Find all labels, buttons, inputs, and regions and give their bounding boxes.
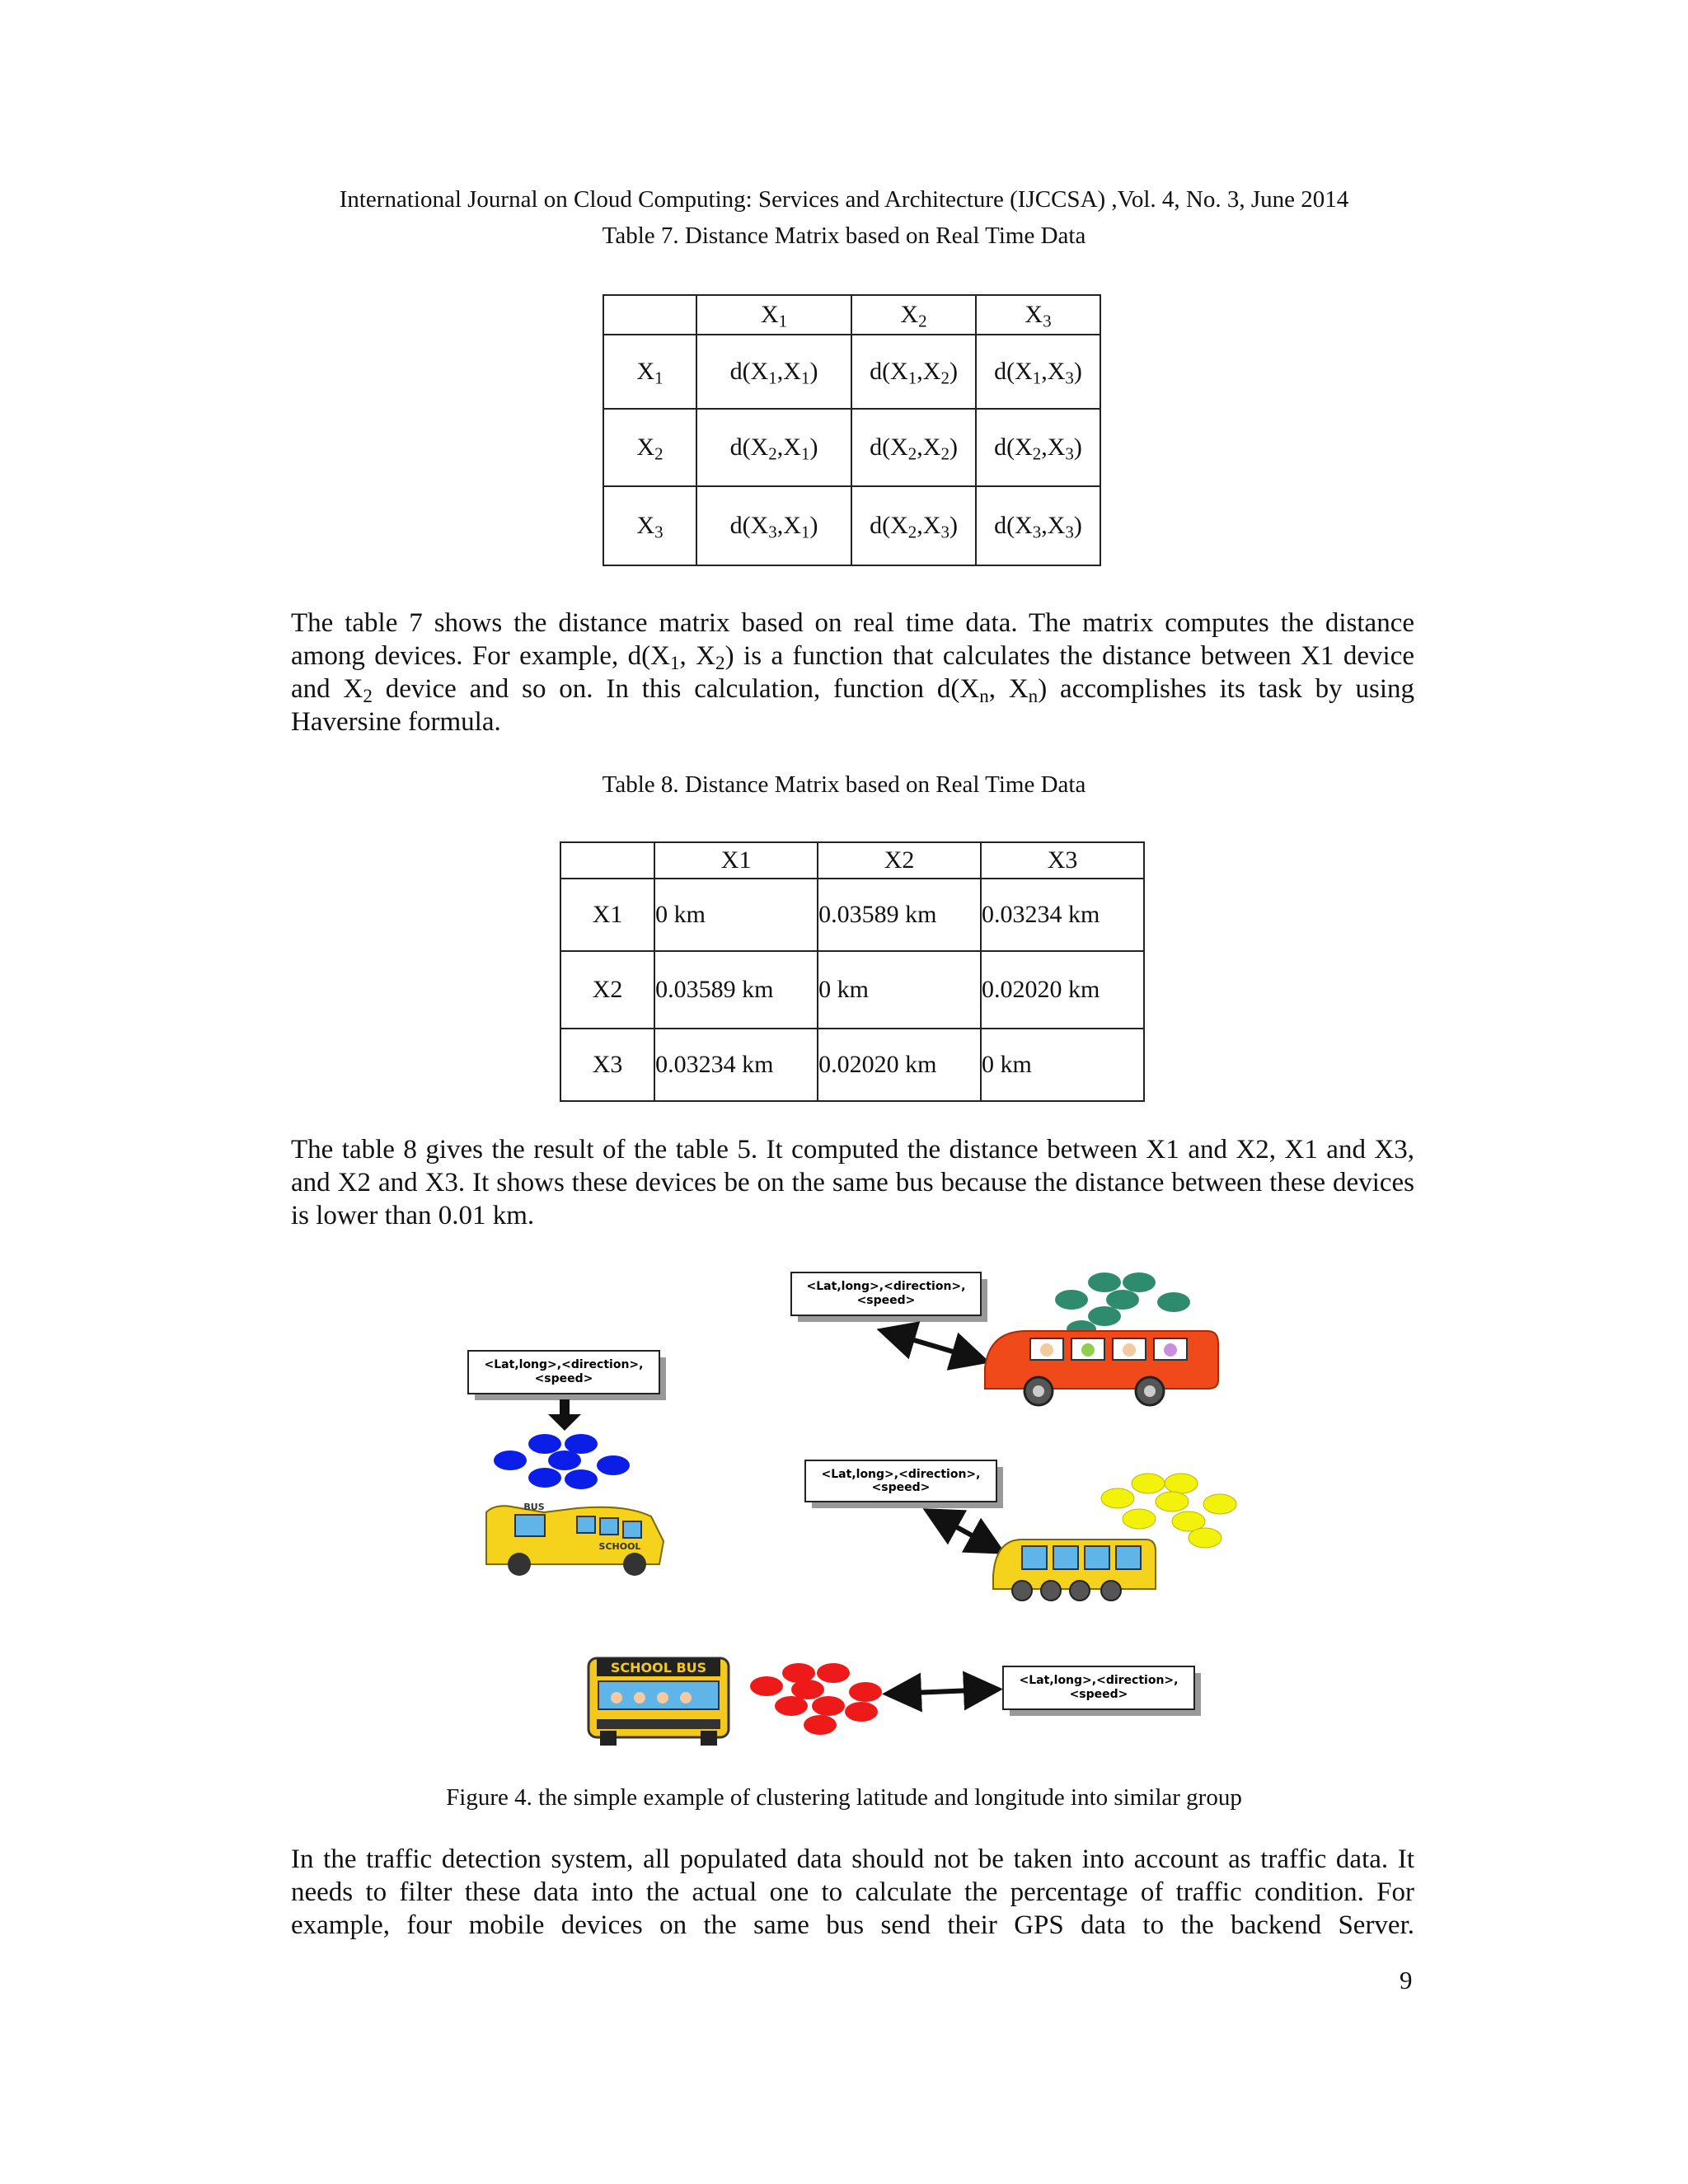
device-dot [1088, 1272, 1121, 1292]
bus-side-text: SCHOOL [598, 1541, 641, 1552]
double-arrow [886, 1332, 981, 1360]
yellow-bus-image [486, 1502, 663, 1576]
device-dot [1156, 1492, 1189, 1511]
table8-row-header: X2 [560, 951, 654, 1029]
table7-cell: $d(X_1,X_1)$ [696, 335, 851, 409]
double-arrow [892, 1690, 993, 1694]
table7-cell: $d(X_1,X_2)$ [851, 335, 976, 409]
yellow-device-cluster [1101, 1474, 1236, 1548]
device-dot [528, 1468, 561, 1488]
table7-row-header: $X_1$ [603, 335, 696, 409]
gps-label-box [791, 1272, 987, 1322]
yellow-bus-image [993, 1540, 1156, 1601]
device-dot [1106, 1290, 1139, 1310]
table8-cell: 0.02020 km [818, 1029, 981, 1101]
red-device-cluster [750, 1663, 882, 1735]
gps-label-line2: <speed> [1069, 1688, 1128, 1701]
device-dot [804, 1715, 837, 1735]
paragraph-1: The table 7 shows the distance matrix based on real time data. The matrix computes the distance among devices. For example, $d(X_1$, $X_2$) is a function that calculates the distance between X1 device and $X_2$ device and so on. In this calculation, function $d(X_n$, $X_n$) accomplishes its task by using Haversine formula. [291, 608, 1414, 737]
device-dot [1055, 1290, 1088, 1310]
gps-label-box [468, 1351, 666, 1400]
gps-label-box [1003, 1666, 1201, 1716]
table8 [560, 841, 1145, 1102]
device-dot [528, 1434, 561, 1454]
figure4-caption: Figure 4. the simple example of clustering latitude and longitude into similar group [446, 1784, 1242, 1811]
table8-cell: 0.02020 km [981, 951, 1144, 1029]
table7-col-header: $X_3$ [976, 295, 1100, 335]
table7-row-header: $X_2$ [603, 409, 696, 486]
table7-row-header: $X_3$ [603, 486, 696, 565]
paragraph-2: The table 8 gives the result of the table 5. It computed the distance between X1 and X2, X1 and X3, and X2 and X3. It shows these devices be on the same bus because the distance between these devices is lower than 0.01 km. [291, 1135, 1414, 1230]
table8-caption: Table 8. Distance Matrix based on Real Time Data [602, 771, 1086, 798]
double-arrow [931, 1513, 997, 1549]
device-dot [597, 1455, 630, 1475]
device-dot [750, 1676, 783, 1696]
device-dot [494, 1451, 527, 1470]
table7-cell: $d(X_2,X_3)$ [851, 486, 976, 565]
school-bus-front-image [588, 1658, 729, 1746]
device-dot [1123, 1509, 1156, 1529]
device-dot [812, 1696, 845, 1716]
table8-cell: 0.03589 km [818, 879, 981, 951]
device-dot [1203, 1494, 1236, 1514]
device-dot [548, 1451, 581, 1470]
table8-cell: 0.03234 km [654, 1029, 818, 1101]
figure-4 [0, 1236, 1688, 1764]
table7-cell: $d(X_3,X_3)$ [976, 486, 1100, 565]
gps-label-line1: <Lat,long>,<direction>, [484, 1358, 644, 1371]
device-dot [1101, 1488, 1134, 1508]
table7-cell: $d(X_2,X_1)$ [696, 409, 851, 486]
table8-col-header: X2 [818, 842, 981, 879]
device-dot [1189, 1528, 1221, 1548]
bus-top-text: BUS [523, 1502, 545, 1512]
table7-cell: $d(X_2,X_2)$ [851, 409, 976, 486]
table8-cell: 0 km [654, 879, 818, 951]
table8-corner [560, 842, 654, 879]
table8-row-header: X3 [560, 1029, 654, 1101]
table7-col-header: $X_1$ [696, 295, 851, 335]
orange-bus-image [985, 1331, 1218, 1405]
table7-caption: Table 7. Distance Matrix based on Real Time Data [602, 223, 1086, 249]
down-arrow [548, 1399, 581, 1431]
device-dot [817, 1663, 850, 1683]
table7-cell: $d(X_1,X_3)$ [976, 335, 1100, 409]
paragraph-3: In the traffic detection system, all populated data should not be taken into account as traffic data. It needs to filter these data into the actual one to calculate the percentage of traffic condition. For example, four mobile devices on the same bus send their GPS data to the backend Server. [291, 1844, 1414, 1940]
gps-label-line1: <Lat,long>,<direction>, [806, 1280, 966, 1293]
gps-label-line1: <Lat,long>,<direction>, [821, 1468, 981, 1481]
table8-cell: 0 km [818, 951, 981, 1029]
blue-device-cluster [494, 1434, 630, 1489]
gps-label-line2: <speed> [534, 1372, 593, 1385]
page-number: 9 [1400, 1966, 1413, 1994]
device-dot [849, 1682, 882, 1702]
gps-label-line2: <speed> [871, 1481, 931, 1494]
device-dot [845, 1702, 878, 1722]
device-dot [565, 1434, 598, 1454]
device-dot [775, 1696, 808, 1716]
table8-cell: 0 km [981, 1029, 1144, 1101]
gps-label-line2: <speed> [856, 1294, 916, 1307]
table7-cell: $d(X_3,X_1)$ [696, 486, 851, 565]
running-head: International Journal on Cloud Computing: Services and Architecture (IJCCSA) ,Vol. 4, No. 3, June 2014 [339, 186, 1349, 213]
device-dot [1132, 1474, 1165, 1493]
table7 [603, 294, 1101, 566]
table7-cell: $d(X_2,X_3)$ [976, 409, 1100, 486]
gps-label-box [805, 1460, 1003, 1508]
device-dot [565, 1469, 598, 1489]
gps-label-line1: <Lat,long>,<direction>, [1019, 1674, 1179, 1687]
table8-col-header: X1 [654, 842, 818, 879]
table7-corner [603, 295, 696, 335]
device-dot [1123, 1272, 1156, 1292]
bus-sign-text: SCHOOL BUS [610, 1660, 707, 1675]
table8-col-header: X3 [981, 842, 1144, 879]
table8-cell: 0.03589 km [654, 951, 818, 1029]
table7-col-header: $X_2$ [851, 295, 976, 335]
table8-row-header: X1 [560, 879, 654, 951]
teal-device-cluster [1055, 1272, 1190, 1338]
device-dot [791, 1680, 824, 1699]
device-dot [1157, 1292, 1190, 1312]
device-dot [1165, 1474, 1198, 1493]
table8-cell: 0.03234 km [981, 879, 1144, 951]
device-dot [1088, 1306, 1121, 1326]
